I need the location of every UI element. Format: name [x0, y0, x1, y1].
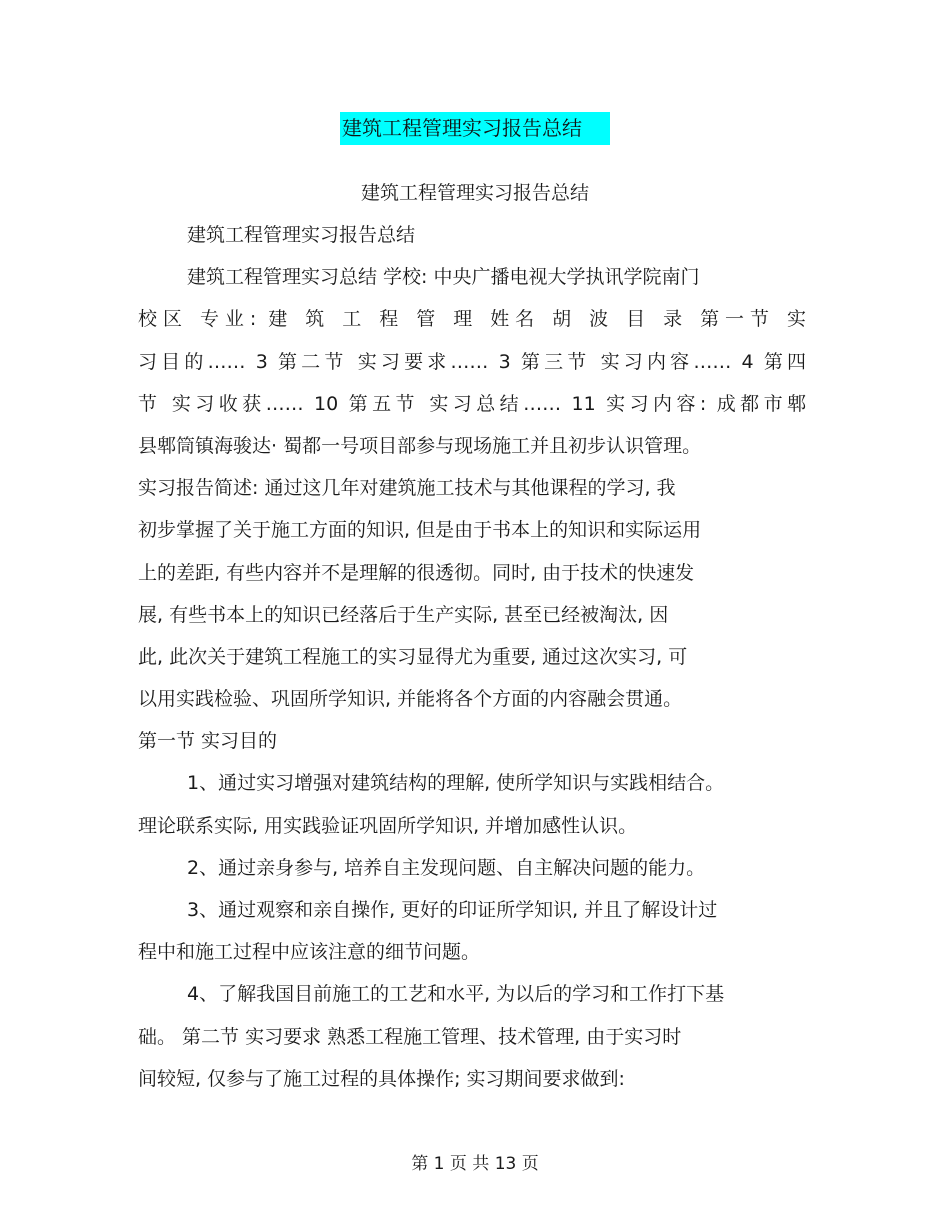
body-line: 习目的…… 3 第二节 实习要求…… 3 第三节 实习内容…… 4 第四: [138, 350, 806, 373]
body-line: 4、了解我国目前施工的工艺和水平, 为以后的学习和工作打下基: [187, 983, 725, 1006]
body-line: 校区 专业: 建 筑 工 程 管 理 姓名 胡 波 目 录 第一节 实: [138, 308, 806, 331]
body-line: 此, 此次关于建筑工程施工的实习显得尤为重要, 通过这次实习, 可: [138, 645, 688, 668]
page-footer: 第 1 页 共 13 页: [411, 1154, 539, 1174]
body-line: 实习报告简述: 通过这几年对建筑施工技术与其他课程的学习, 我: [138, 477, 676, 500]
body-line: 建筑工程管理实习报告总结: [187, 224, 416, 246]
body-line: 3、通过观察和亲自操作, 更好的印证所学知识, 并且了解设计过: [187, 899, 718, 921]
body-line: 间较短, 仅参与了施工过程的具体操作; 实习期间要求做到:: [138, 1067, 625, 1090]
body-line: 展, 有些书本上的知识已经落后于生产实际, 甚至已经被淘汰, 因: [138, 603, 669, 626]
body-line: 以用实践检验、巩固所学知识, 并能将各个方面的内容融会贯通。: [138, 688, 683, 711]
body-line: 建筑工程管理实习总结 学校: 中央广播电视大学执讯学院南门: [187, 266, 700, 289]
body-line: 上的差距, 有些内容并不是理解的很透彻。同时, 由于技术的快速发: [138, 561, 695, 584]
body-line: 节 实习收获…… 10 第五节 实习总结…… 11 实习内容: 成都市郫: [138, 392, 806, 415]
body-line: 程中和施工过程中应该注意的细节问题。: [138, 941, 481, 964]
body-line: 2、通过亲身参与, 培养自主发现问题、自主解决问题的能力。: [187, 856, 706, 879]
section-heading: 第一节 实习目的: [138, 730, 278, 753]
document-subtitle: 建筑工程管理实习报告总结: [360, 182, 589, 204]
body-line: 初步掌握了关于施工方面的知识, 但是由于书本上的知识和实际运用: [138, 519, 702, 542]
body-line: 1、通过实习增强对建筑结构的理解, 使所学知识与实践相结合。: [187, 772, 725, 795]
body-line: 础。 第二节 实习要求 熟悉工程施工管理、技术管理, 由于实习时: [138, 1025, 682, 1048]
document-title: 建筑工程管理实习报告总结: [340, 112, 610, 145]
body-line: 理论联系实际, 用实践验证巩固所学知识, 并增加感性认识。: [138, 814, 638, 837]
document-body: [138, 218, 806, 1104]
body-line: 县郫筒镇海骏达· 蜀都一号项目部参与现场施工并且初步认识管理。: [138, 434, 702, 457]
